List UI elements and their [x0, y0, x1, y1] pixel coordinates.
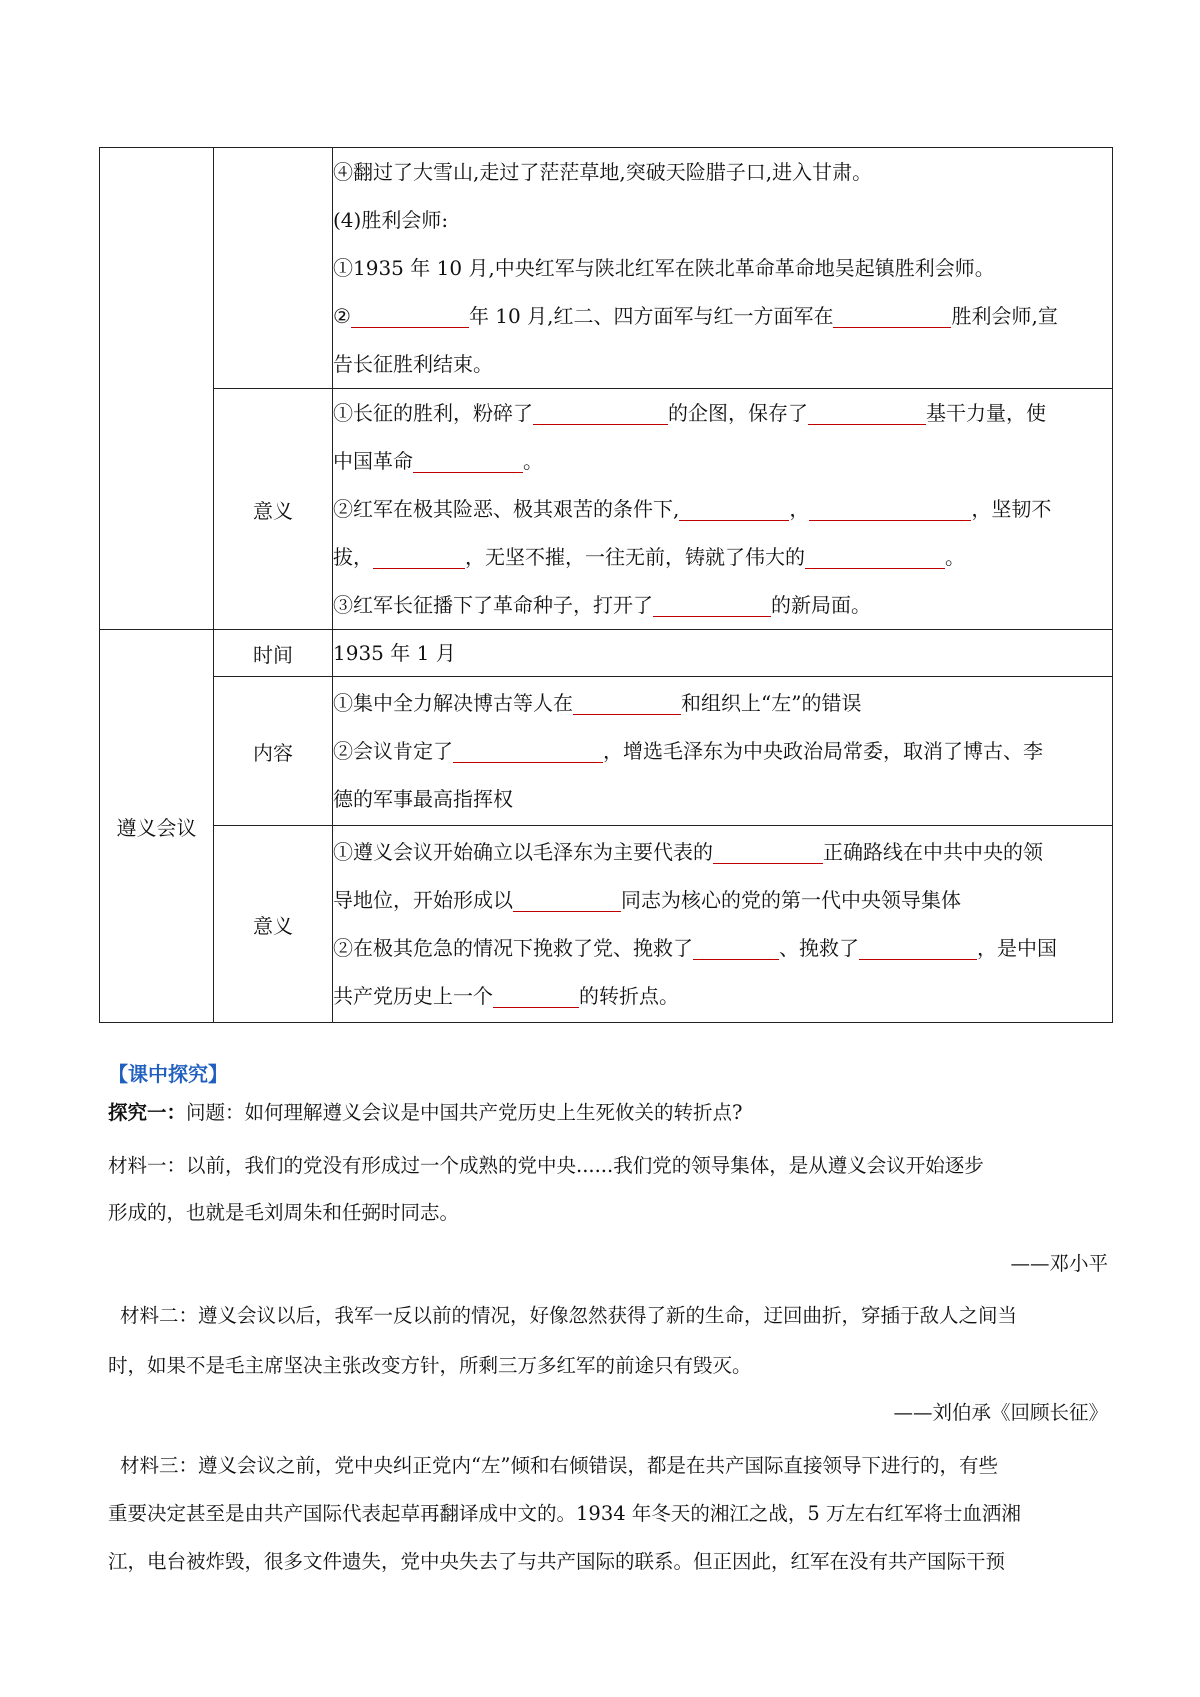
material-3-line: 江，电台被炸毁，很多文件遗失，党中央失去了与共产国际的联系。但正因此，红军在没有共产国际干预: [108, 1550, 1006, 1573]
time-value: 1935 年 1 月: [333, 641, 456, 665]
text-fragment: 的转折点。: [579, 984, 679, 1008]
text-fragment: 年 10 月,红二、四方面军与红一方面军在: [468, 304, 834, 328]
text-fragment: 同志为核心的党的第一代中央领导集体: [621, 888, 961, 912]
significance-line: [333, 972, 1112, 1020]
question-text: 问题：如何理解遵义会议是中国共产党历史上生死攸关的转折点?: [186, 1101, 743, 1124]
text-fragment: 和组织上“左”的错误: [681, 691, 862, 715]
table-row: [100, 389, 1113, 630]
significance-line: [333, 437, 1112, 485]
text-fragment: ①集中全力解决博古等人在: [333, 691, 573, 715]
row-label-significance: 意义: [214, 826, 333, 1023]
route-line: 告长征胜利结束。: [333, 352, 493, 376]
text-fragment: 共产党历史上一个: [333, 984, 493, 1008]
significance-line: [333, 924, 1112, 972]
text-fragment: ③红军长征播下了革命种子，打开了: [333, 593, 653, 617]
text-fragment: 的新局面。: [771, 593, 871, 617]
section-title: 【课中探究】: [108, 1062, 228, 1086]
answer-blank[interactable]: [808, 402, 926, 425]
material-2-line: 时，如果不是毛主席坚决主张改变方针，所剩三万多红军的前途只有毁灭。: [108, 1354, 752, 1377]
text-fragment: ②红军在极其险恶、极其艰苦的条件下,: [333, 497, 680, 521]
route-line: ①1935 年 10 月,中央红军与陕北红军在陕北革命革命地吴起镇胜利会师。: [333, 256, 995, 280]
material-1-line: 材料一：以前，我们的党没有形成过一个成熟的党中央......我们党的领导集体，是从遵义会议开始逐步: [108, 1154, 984, 1177]
answer-blank[interactable]: [833, 305, 951, 328]
answer-blank[interactable]: [513, 889, 621, 912]
text-fragment: 、挽救了: [779, 936, 859, 960]
content-line: [333, 679, 1112, 727]
row-label-content: 内容: [214, 677, 333, 826]
significance-line: [333, 533, 1112, 581]
significance-line: [333, 581, 1112, 629]
answer-blank[interactable]: [453, 740, 603, 763]
answer-blank[interactable]: [805, 546, 945, 569]
answer-blank[interactable]: [573, 692, 681, 715]
route-cell: [333, 148, 1113, 389]
zunyi-significance-cell: [333, 826, 1113, 1023]
material-2-line: 材料二：遵义会议以后，我军一反以前的情况，好像忽然获得了新的生命，迂回曲折，穿插于敌人之间当: [120, 1304, 1018, 1327]
text-fragment: ②: [333, 304, 351, 328]
text-fragment: ，坚韧不: [971, 497, 1052, 521]
content-line: 德的军事最高指挥权: [333, 787, 513, 811]
significance-line: [333, 876, 1112, 924]
significance-line: [333, 485, 1112, 533]
content-cell: [333, 677, 1113, 826]
answer-blank[interactable]: [413, 450, 523, 473]
text-fragment: 的企图，保存了: [668, 401, 808, 425]
answer-blank[interactable]: [859, 937, 977, 960]
text-fragment: ，增选毛泽东为中央政治局常委，取消了博古、李: [603, 739, 1043, 763]
text-fragment: ，是中国: [977, 936, 1057, 960]
answer-blank[interactable]: [351, 305, 469, 328]
table-row: [100, 148, 1113, 389]
text-fragment: 导地位，开始形成以: [333, 888, 513, 912]
table-row: [100, 826, 1113, 1023]
answer-blank[interactable]: [653, 594, 771, 617]
question-line: [108, 1097, 1108, 1125]
answer-blank[interactable]: [493, 985, 579, 1008]
text-fragment: ②会议肯定了: [333, 739, 453, 763]
significance-line: [333, 389, 1112, 437]
row-label-significance: 意义: [214, 389, 333, 630]
material-1-line: 形成的，也就是毛刘周朱和任弼时同志。: [108, 1201, 460, 1224]
text-fragment: ①遵义会议开始确立以毛泽东为主要代表的: [333, 840, 713, 864]
answer-blank[interactable]: [679, 498, 789, 521]
route-line: (4)胜利会师:: [333, 208, 449, 232]
route-line: [333, 292, 1112, 340]
answer-blank[interactable]: [713, 841, 823, 864]
table-cell-empty: [214, 148, 333, 389]
significance-line: [333, 828, 1112, 876]
table-row: [100, 677, 1113, 826]
row-label-time: 时间: [214, 630, 333, 677]
answer-blank[interactable]: [809, 498, 971, 521]
row-label-zunyi: 遵义会议: [100, 630, 214, 1023]
text-fragment: 中国革命: [333, 449, 413, 473]
table-row: [100, 630, 1113, 677]
text-fragment: ②在极其危急的情况下挽救了党、挽救了: [333, 936, 693, 960]
time-cell: [333, 630, 1113, 677]
answer-blank[interactable]: [533, 402, 668, 425]
text-fragment: 。: [945, 545, 965, 569]
text-fragment: 基干力量，使: [926, 401, 1046, 425]
question-label: 探究一：: [108, 1101, 187, 1124]
text-fragment: 。: [523, 449, 543, 473]
answer-blank[interactable]: [373, 546, 465, 569]
material-1-source: ——邓小平: [1010, 1252, 1108, 1275]
text-fragment: 胜利会师,宣: [951, 304, 1058, 328]
significance-cell: [333, 389, 1113, 630]
route-line: ④翻过了大雪山,走过了茫茫草地,突破天险腊子口,进入甘肃。: [333, 160, 873, 184]
text-fragment: ①长征的胜利，粉碎了: [333, 401, 533, 425]
review-table: [99, 147, 1113, 1023]
material-2-source: ——刘伯承《回顾长征》: [893, 1401, 1108, 1424]
text-fragment: ，: [789, 497, 810, 521]
text-fragment: 拔，: [333, 545, 373, 569]
text-fragment: ，无坚不摧，一往无前，铸就了伟大的: [465, 545, 805, 569]
answer-blank[interactable]: [693, 937, 779, 960]
content-line: [333, 727, 1112, 775]
material-3-line: 材料三：遵义会议之前，党中央纠正党内“左”倾和右倾错误，都是在共产国际直接领导下进行的，有些: [120, 1454, 998, 1477]
table-cell-empty: [100, 148, 214, 630]
material-3-line: 重要决定甚至是由共产国际代表起草再翻译成中文的。1934 年冬天的湘江之战，5 万左右红军将士血洒湘: [108, 1502, 1021, 1525]
text-fragment: 正确路线在中共中央的领: [823, 840, 1043, 864]
